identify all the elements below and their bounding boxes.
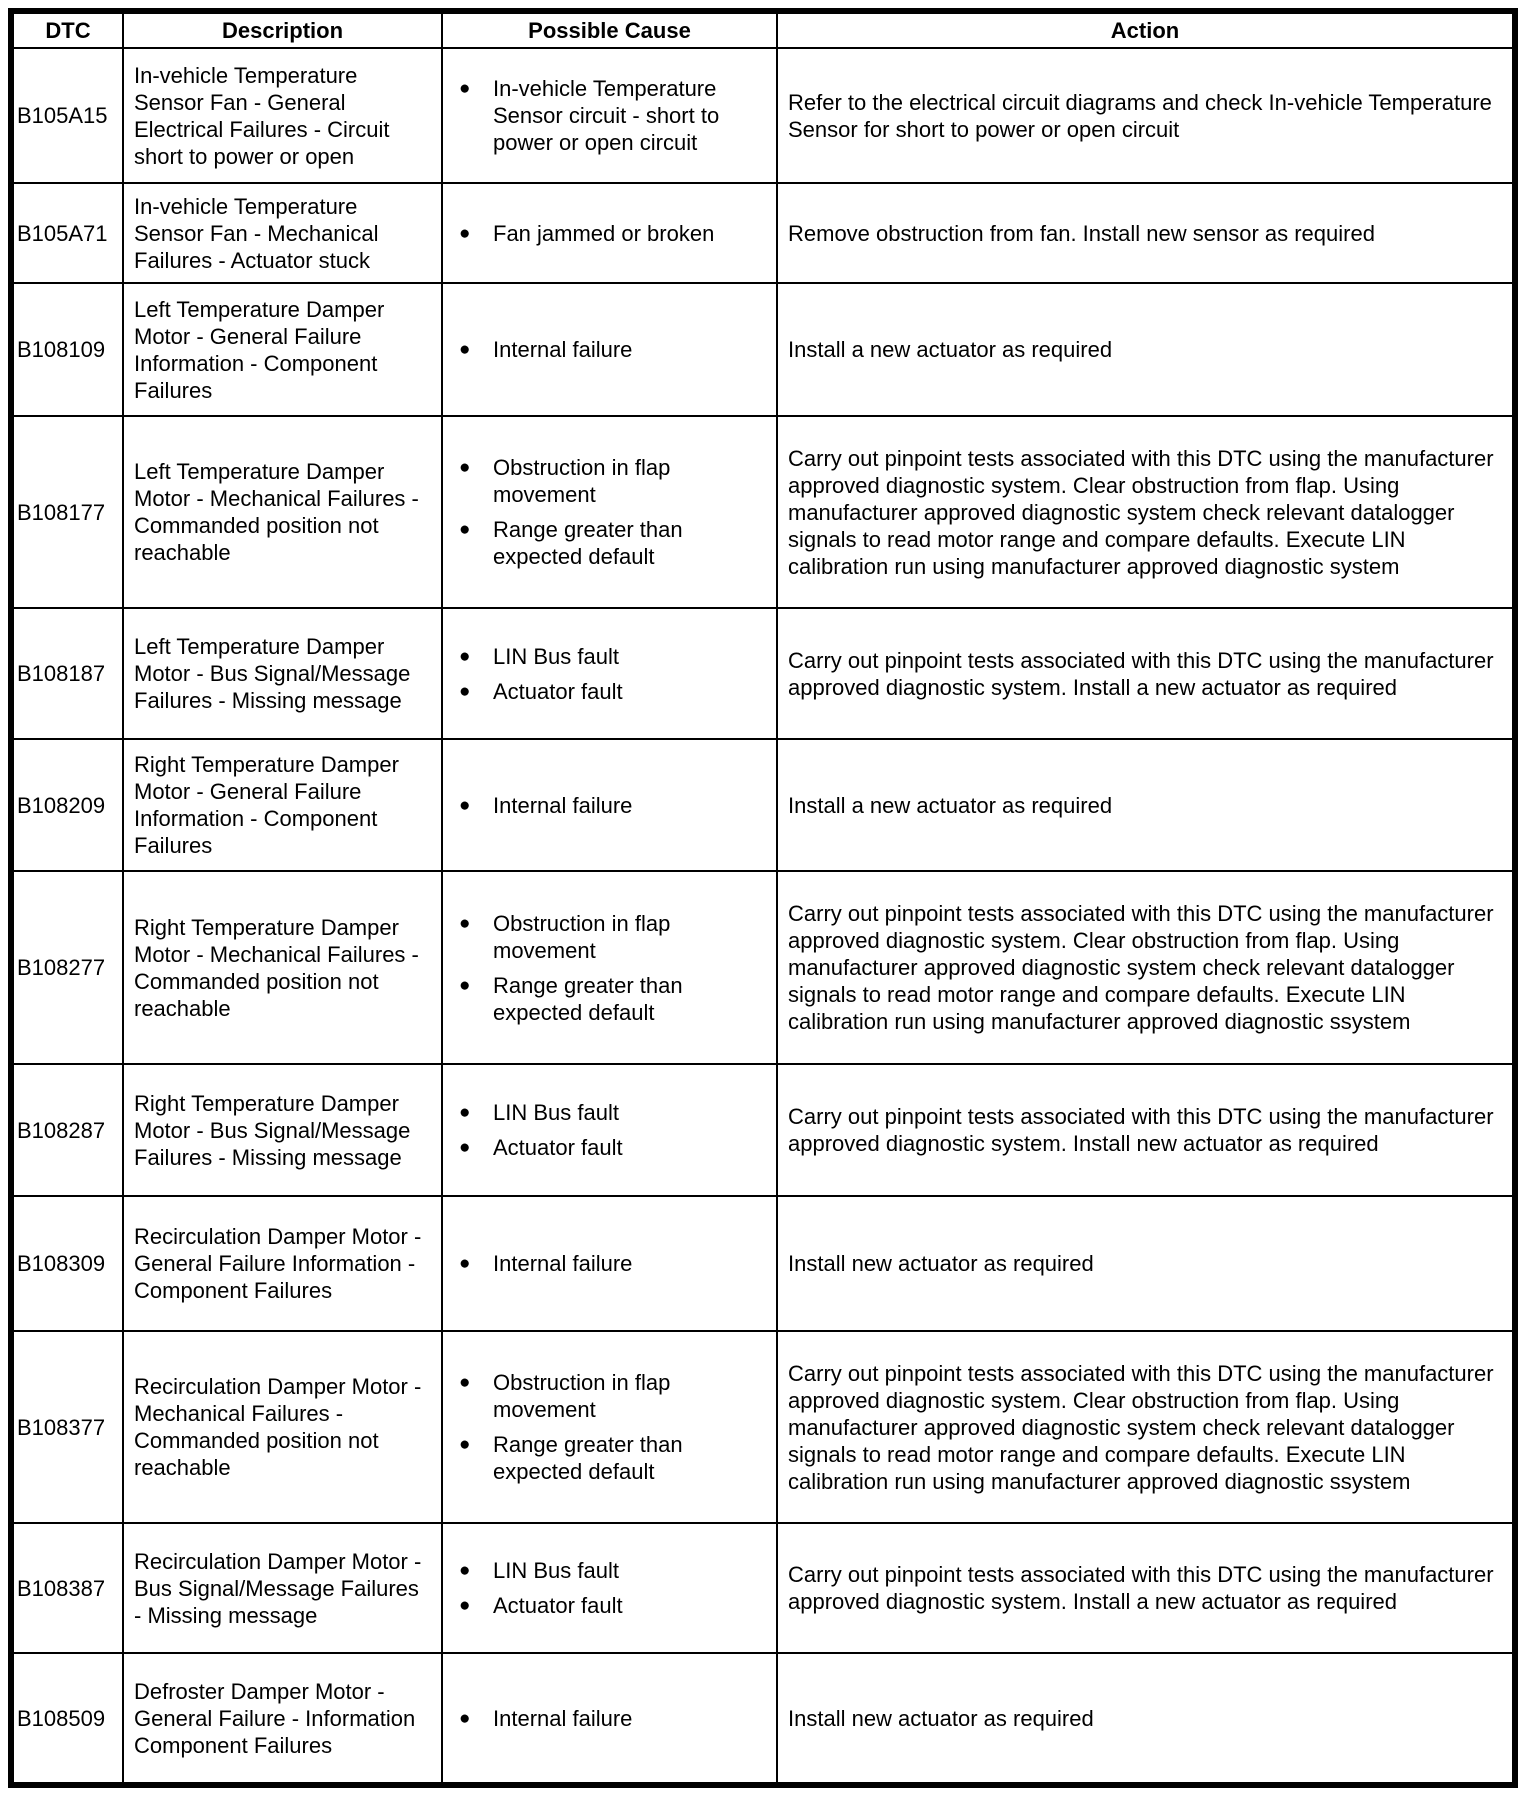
- table-row: [11, 1523, 1515, 1653]
- cause-item: ● Obstruction in flap movement: [457, 910, 770, 964]
- action-cell: [777, 871, 1515, 1064]
- description-text: Left Temperature Damper Motor - General Failure Information - Component Failures: [134, 296, 385, 403]
- column-header-possible-cause: Possible Cause: [442, 11, 777, 48]
- possible-cause-cell: [442, 416, 777, 608]
- cause-item: ● LIN Bus fault: [457, 1557, 770, 1584]
- description-cell: [123, 283, 442, 416]
- action-cell: [777, 739, 1515, 871]
- cause-list: [443, 1250, 770, 1277]
- dtc-code-cell: [11, 739, 123, 871]
- cause-item: ● Actuator fault: [457, 1592, 770, 1619]
- table-header: [11, 11, 1515, 48]
- action-text: Carry out pinpoint tests associated with this DTC using the manufacturer approved diagnostic system. Clear obstruction from flap. Using manufacturer approved diagnostic system check relevant datalogger signals to read motor range and compare defaults. Execute LIN calibration run using manufacturer approved diagnostic ssystem: [788, 1360, 1494, 1494]
- cause-list: [443, 336, 770, 363]
- action-text: Carry out pinpoint tests associated with this DTC using the manufacturer approved diagnostic system. Install a new actuator as required: [788, 647, 1494, 700]
- cause-item: ● In-vehicle Temperature Sensor circuit - short to power or open circuit: [457, 75, 770, 156]
- dtc-code: B108209: [17, 792, 106, 818]
- description-text: Recirculation Damper Motor - Mechanical Failures - Commanded position not reachable: [134, 1374, 422, 1480]
- cause-item: ● Range greater than expected default: [457, 516, 770, 570]
- action-text: Carry out pinpoint tests associated with this DTC using the manufacturer approved diagnostic system. Install new actuator as required: [788, 1104, 1494, 1156]
- cause-item: ● Actuator fault: [457, 1134, 770, 1161]
- dtc-code-cell: [11, 871, 123, 1064]
- action-cell: [777, 1196, 1515, 1331]
- cause-list: [443, 220, 770, 247]
- action-cell: [777, 1653, 1515, 1785]
- cause-list: [443, 643, 770, 705]
- action-text: Carry out pinpoint tests associated with this DTC using the manufacturer approved diagnostic system. Install a new actuator as required: [788, 1562, 1494, 1614]
- action-cell: [777, 48, 1515, 183]
- description-cell: [123, 1064, 442, 1196]
- dtc-code: B105A15: [17, 103, 108, 128]
- cause-item: ● Internal failure: [457, 336, 770, 363]
- dtc-code-cell: [11, 1653, 123, 1785]
- table-row: [11, 283, 1515, 416]
- dtc-code: B108109: [17, 337, 106, 362]
- dtc-code: B108177: [17, 499, 106, 525]
- cause-list: [443, 1369, 770, 1485]
- table-row: [11, 608, 1515, 739]
- dtc-table: [8, 8, 1518, 1788]
- cause-item: ● Internal failure: [457, 1705, 770, 1732]
- dtc-code: B105A71: [17, 220, 108, 246]
- dtc-code: B108277: [17, 955, 106, 980]
- cause-list: [443, 1705, 770, 1732]
- cause-item: ● Obstruction in flap movement: [457, 1369, 770, 1423]
- table-body: [11, 48, 1515, 1785]
- dtc-code: B108287: [17, 1117, 106, 1143]
- possible-cause-cell: [442, 1523, 777, 1653]
- action-text: Carry out pinpoint tests associated with this DTC using the manufacturer approved diagnostic system. Clear obstruction from flap. Using manufacturer approved diagnostic system check relevant datalogger signals to read motor range and compare defaults. Execute LIN calibration run using manufacturer approved diagnostic ssystem: [788, 901, 1494, 1034]
- dtc-code: B108387: [17, 1575, 106, 1601]
- action-cell: [777, 283, 1515, 416]
- header-row: [11, 11, 1515, 48]
- description-cell: [123, 1331, 442, 1523]
- dtc-code: B108377: [17, 1414, 106, 1440]
- dtc-code-cell: [11, 183, 123, 283]
- action-text: Refer to the electrical circuit diagrams and check In-vehicle Temperature Sensor for short to power or open circuit: [788, 89, 1492, 142]
- possible-cause-cell: [442, 1196, 777, 1331]
- cause-list: [443, 792, 770, 819]
- action-cell: [777, 416, 1515, 608]
- action-text: Install a new actuator as required: [788, 792, 1113, 818]
- dtc-code: B108187: [17, 661, 106, 686]
- action-cell: [777, 1331, 1515, 1523]
- description-cell: [123, 1196, 442, 1331]
- dtc-code: B108309: [17, 1251, 106, 1276]
- possible-cause-cell: [442, 1064, 777, 1196]
- dtc-code: B108509: [17, 1705, 106, 1731]
- table-row: [11, 48, 1515, 183]
- description-text: In-vehicle Temperature Sensor Fan - Mechanical Failures - Actuator stuck: [134, 193, 379, 273]
- table-row: [11, 739, 1515, 871]
- possible-cause-cell: [442, 1331, 777, 1523]
- cause-list: [443, 1557, 770, 1619]
- cause-item: ● LIN Bus fault: [457, 1099, 770, 1126]
- cause-list: [443, 454, 770, 570]
- cause-item: ● Internal failure: [457, 792, 770, 819]
- description-cell: [123, 1653, 442, 1785]
- possible-cause-cell: [442, 608, 777, 739]
- action-text: Install new actuator as required: [788, 1251, 1094, 1276]
- cause-item: ● Obstruction in flap movement: [457, 454, 770, 508]
- possible-cause-cell: [442, 871, 777, 1064]
- description-cell: [123, 608, 442, 739]
- column-header-description: Description: [123, 11, 442, 48]
- cause-item: ● Range greater than expected default: [457, 1431, 770, 1485]
- cause-item: ● Range greater than expected default: [457, 972, 770, 1026]
- action-cell: [777, 183, 1515, 283]
- cause-item: ● Actuator fault: [457, 678, 770, 705]
- dtc-code-cell: [11, 1064, 123, 1196]
- description-text: In-vehicle Temperature Sensor Fan - General Electrical Failures - Circuit short to power or open: [134, 62, 390, 169]
- possible-cause-cell: [442, 1653, 777, 1785]
- cause-item: ● Fan jammed or broken: [457, 220, 770, 247]
- description-text: Right Temperature Damper Motor - Bus Signal/Message Failures - Missing message: [134, 1090, 411, 1170]
- cause-item: ● Internal failure: [457, 1250, 770, 1277]
- table-row: [11, 1064, 1515, 1196]
- action-cell: [777, 608, 1515, 739]
- possible-cause-cell: [442, 183, 777, 283]
- action-cell: [777, 1064, 1515, 1196]
- description-text: Right Temperature Damper Motor - General Failure Information - Component Failures: [134, 752, 399, 858]
- description-text: Defroster Damper Motor - General Failure - Information Component Failures: [134, 1678, 416, 1758]
- description-cell: [123, 416, 442, 608]
- action-text: Carry out pinpoint tests associated with this DTC using the manufacturer approved diagnostic system. Clear obstruction from flap. Using manufacturer approved diagnostic system check relevant datalogger signals to read motor range and compare defaults. Execute LIN calibration run using manufacturer approved diagnostic system: [788, 445, 1494, 579]
- table-row: [11, 871, 1515, 1064]
- dtc-code-cell: [11, 1196, 123, 1331]
- dtc-code-cell: [11, 416, 123, 608]
- dtc-code-cell: [11, 1331, 123, 1523]
- description-text: Left Temperature Damper Motor - Bus Signal/Message Failures - Missing message: [134, 634, 411, 713]
- description-cell: [123, 871, 442, 1064]
- possible-cause-cell: [442, 283, 777, 416]
- description-text: Right Temperature Damper Motor - Mechanical Failures - Commanded position not reachable: [134, 914, 419, 1021]
- action-cell: [777, 1523, 1515, 1653]
- action-text: Remove obstruction from fan. Install new sensor as required: [788, 220, 1375, 246]
- column-header-action: Action: [777, 11, 1515, 48]
- cause-list: [443, 910, 770, 1026]
- description-text: Left Temperature Damper Motor - Mechanical Failures - Commanded position not reachable: [134, 459, 419, 565]
- dtc-code-cell: [11, 1523, 123, 1653]
- possible-cause-cell: [442, 48, 777, 183]
- table-row: [11, 1331, 1515, 1523]
- action-text: Install a new actuator as required: [788, 337, 1113, 362]
- description-cell: [123, 1523, 442, 1653]
- table-row: [11, 416, 1515, 608]
- cause-list: [443, 1099, 770, 1161]
- column-header-dtc: DTC: [11, 11, 123, 48]
- table-row: [11, 1653, 1515, 1785]
- table-row: [11, 1196, 1515, 1331]
- possible-cause-cell: [442, 739, 777, 871]
- description-cell: [123, 48, 442, 183]
- cause-item: ● LIN Bus fault: [457, 643, 770, 670]
- dtc-code-cell: [11, 283, 123, 416]
- description-cell: [123, 739, 442, 871]
- dtc-code-cell: [11, 608, 123, 739]
- description-cell: [123, 183, 442, 283]
- action-text: Install new actuator as required: [788, 1705, 1094, 1731]
- description-text: Recirculation Damper Motor - Bus Signal/Message Failures - Missing message: [134, 1548, 422, 1628]
- dtc-code-cell: [11, 48, 123, 183]
- description-text: Recirculation Damper Motor - General Failure Information - Component Failures: [134, 1224, 422, 1303]
- cause-list: [443, 75, 770, 156]
- table-row: [11, 183, 1515, 283]
